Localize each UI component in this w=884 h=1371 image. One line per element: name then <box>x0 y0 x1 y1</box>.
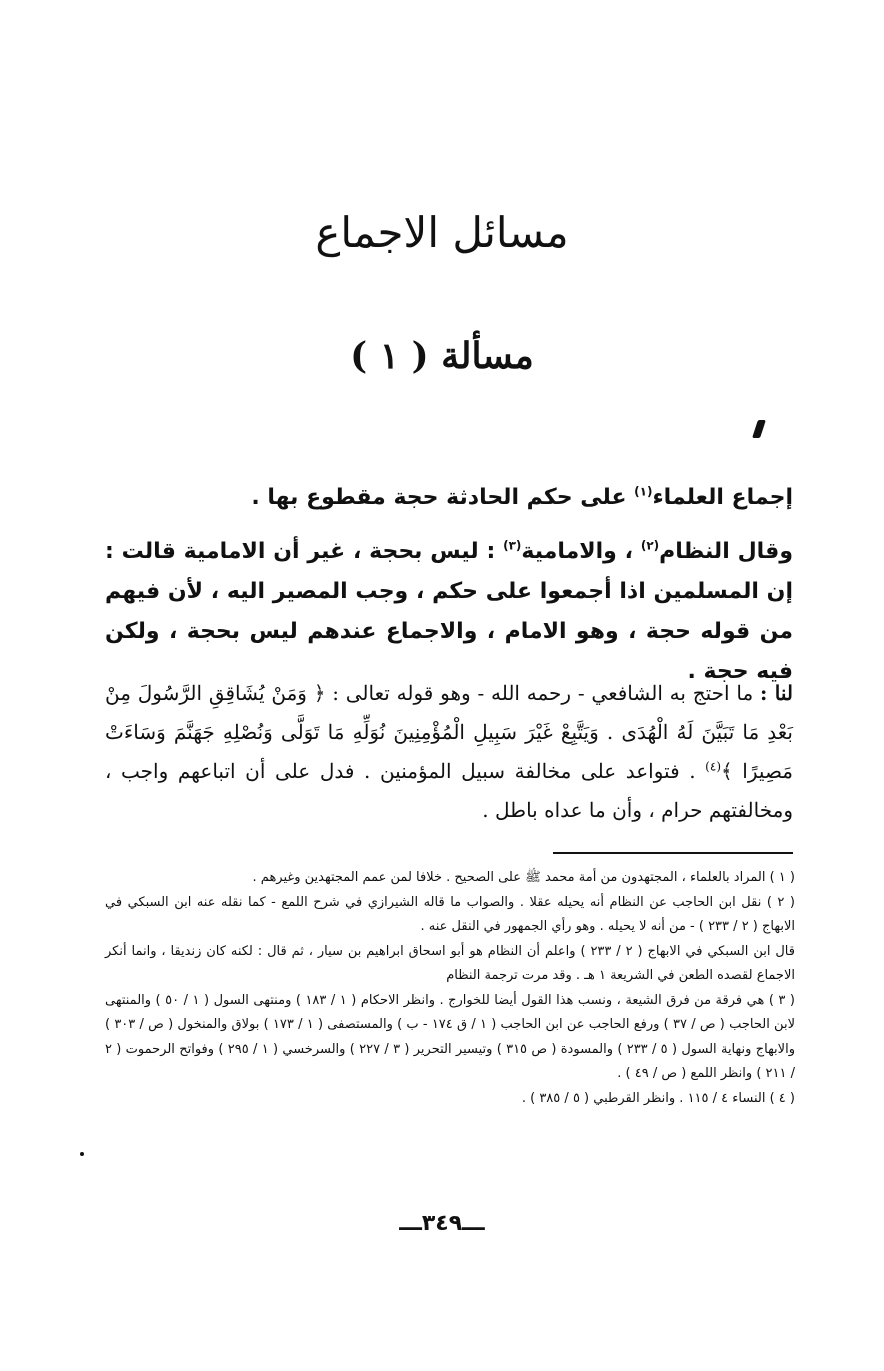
issue-statement <box>105 478 793 518</box>
paragraph-text: ، والامامية <box>521 539 641 564</box>
page-number: ـــ٣٤٩ـــ <box>399 1211 485 1236</box>
footnote-1: ( ١ ) المراد بالعلماء ، المجتهدون من أمة محمد ﷺ على الصحيح . خلافا لمن عمم المجتهدين وغيرهم . <box>252 870 795 885</box>
argument-text-end: . فتواعد على مخالفة سبيل المؤمنين . فدل على أن اتباعهم واجب ، ومخالفتهم حرام ، وأن ما عداه باطل . <box>105 759 793 822</box>
paragraph-text: : ليس بحجة ، غير أن الامامية قالت : إن المسلمين اذا أجمعوا على حكم ، وجب المصير اليه ، لأن فيهم من قوله حجة ، وهو الامام ، والاجماع عندهم ليس بحجة ، ولكن فيه حجة . <box>105 539 793 684</box>
margin-ink-mark <box>752 420 766 438</box>
footnote-4: ( ٤ ) النساء ٤ / ١١٥ . وانظر القرطبي ( ٥ / ٣٨٥ ) . <box>521 1090 795 1106</box>
statement-text: إجماع العلماء <box>652 485 793 510</box>
paragraph-text: وقال النظام <box>659 539 794 564</box>
footnote-ref-3: (٣) <box>503 538 522 553</box>
opposing-view-paragraph <box>105 532 793 692</box>
footnote-2: ( ٢ ) نقل ابن الحاجب عن النظام أنه يحيله عقلا . والصواب ما قاله الشيرازي في شرح اللمع - كما نقله عنه ابن السبكي في الابهاج ( ٢ / ٢٣٣ ) - من أنه لا يحيله . وهو رأي الجمهور في النقل عنه . <box>105 894 795 934</box>
footnote-ref-4: (٤) <box>705 759 721 774</box>
argument-text: ما احتج به الشافعي - رحمه الله - وهو قوله تعالى : ﴿ وَمَنْ يُشَاقِقِ الرَّسُولَ مِنْ بَعْدِ مَا تَبَيَّنَ لَهُ الْهُدَى . وَيَتَّبِعْ غَيْرَ سَبِيلِ الْمُؤْمِنِينَ نُوَلِّهِ مَا تَوَلَّى وَنُصْلِهِ جَهَنَّمَ وَسَاءَتْ مَصِيرًا ﴾ <box>105 681 793 783</box>
argument-paragraph <box>105 674 793 830</box>
footnotes <box>105 866 795 1111</box>
margin-dot <box>80 1152 84 1156</box>
footnote-3: ( ٣ ) هي فرقة من فرق الشيعة ، ونسب هذا القول أيضا للخوارج . وانظر الاحكام ( ١ / ١٨٣ ) ومنتهى السول ( ١ / ٥٠ ) والمنتهى لابن الحاجب ( ص / ٣٧ ) ورفع الحاجب عن ابن الحاجب ( ١ / ق ١٧٤ - ب ) والمستصفى ( ١ / ١٧٣ ) بولاق والمنخول ( ص / ٣٠٣ ) والابهاج ونهاية السول ( ٥ / ٢٣٣ ) والمسودة ( ص ٣١٥ ) وتيسير التحرير ( ٣ / ٢٢٧ ) والسرخسي ( ١ / ٢٩٥ ) وفواتح الرحموت ( ٢ / ٢١١ ) وانظر اللمع ( ص / ٤٩ ) . <box>105 992 795 1081</box>
footnote-separator <box>553 852 793 854</box>
chapter-title: مسائل الاجماع <box>315 208 569 257</box>
footnote-ref-1: (١) <box>634 484 653 499</box>
statement-text-end: على حكم الحادثة حجة مقطوع بها . <box>251 485 635 510</box>
footnote-2-continued: قال ابن السبكي في الابهاج ( ٢ / ٢٣٣ ) واعلم أن النظام هو أبو اسحاق ابراهيم بن سيار ، ثم قال : لكنه كان زنديقا ، وانما أنكر الاجماع لقصده الطعن في الشريعة ١ هـ . وقد مرت ترجمة النظام <box>105 943 795 983</box>
argument-lead: لنا : <box>759 681 793 705</box>
footnote-ref-2: (٢) <box>640 538 660 553</box>
issue-title: مسألة ( ١ ) <box>350 335 534 377</box>
